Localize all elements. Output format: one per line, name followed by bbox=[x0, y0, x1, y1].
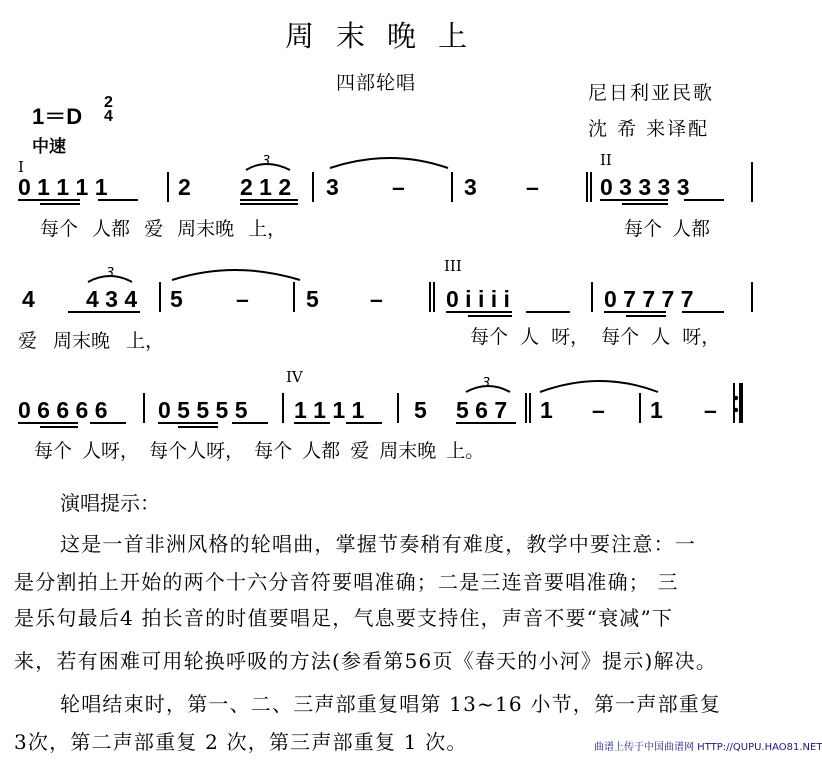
footer-watermark: 曲谱上传于中国曲谱网 HTTP://QUPU.HAO81.NET bbox=[594, 742, 822, 753]
subtitle: 四部轮唱 bbox=[336, 72, 417, 94]
voice-mark-3: III bbox=[444, 257, 462, 275]
note-group: – bbox=[592, 397, 605, 423]
note-group: 0 5 5 5 5 bbox=[158, 397, 248, 423]
credit-origin: 尼日利亚民歌 bbox=[588, 82, 715, 104]
tips-line: 是分割拍上开始的两个十六分音符要唱准确；二是三连音要唱准确； 三 bbox=[14, 570, 679, 594]
voice-mark-2: II bbox=[600, 151, 612, 169]
voice-mark-4: IV bbox=[286, 368, 303, 386]
note-group: 4 bbox=[22, 286, 35, 312]
note-group: 3 bbox=[464, 174, 477, 200]
lyric-line: 每个 人都 bbox=[624, 218, 711, 240]
triplet-mark-1: 3 bbox=[262, 154, 271, 169]
note-group: 2 bbox=[178, 174, 191, 200]
triplet-mark-3: 3 bbox=[482, 376, 491, 391]
triplet-mark-2: 3 bbox=[106, 266, 115, 281]
credit-translator: 沈 希 来译配 bbox=[588, 118, 710, 140]
note-group: 1 bbox=[650, 397, 663, 423]
voice-mark-1: I bbox=[18, 158, 24, 176]
note-group: 0 7 7 7 7 bbox=[604, 286, 694, 312]
time-denominator: 4 bbox=[104, 108, 113, 125]
lyric-line: 每个 人 呀， 每个 人 呀， bbox=[470, 326, 721, 348]
tips-line: 是乐句最后4 拍长音的时值要唱足，气息要支持住，声音不要“衰减”下 bbox=[14, 606, 674, 630]
note-group: 3 bbox=[326, 174, 339, 200]
note-group: 5 6 7 bbox=[456, 397, 508, 423]
lyric-line: 每个 人呀， 每个人呀， 每个 人都 爱 周末晚 上。 bbox=[34, 440, 485, 462]
note-group: – bbox=[392, 174, 405, 200]
note-group: – bbox=[526, 174, 539, 200]
time-numerator: 2 bbox=[104, 94, 113, 111]
note-group: 5 bbox=[170, 286, 183, 312]
tips-line: 轮唱结束时，第一、二、三声部重复唱第 13~16 小节，第一声部重复 bbox=[60, 692, 722, 716]
tips-heading: 演唱提示： bbox=[60, 491, 160, 515]
note-group: 0 6 6 6 6 bbox=[18, 397, 108, 423]
lyric-line: 每个 人都 爱 周末晚 上， bbox=[40, 218, 287, 240]
note-group: 1 bbox=[540, 397, 553, 423]
note-group: 1 1 1 1 bbox=[294, 397, 365, 423]
note-group: – bbox=[370, 286, 383, 312]
note-group: – bbox=[704, 397, 717, 423]
tips-line: 这是一首非洲风格的轮唱曲，掌握节奏稍有难度，教学中要注意：一 bbox=[60, 532, 696, 556]
tempo-marking: 中速 bbox=[32, 137, 66, 157]
note-group: 2 1 2 bbox=[240, 174, 292, 200]
note-group: 4 3 4 bbox=[86, 286, 138, 312]
note-group: 5 bbox=[306, 286, 319, 312]
note-group: – bbox=[236, 286, 249, 312]
note-group: 0 1 1 1 1 bbox=[18, 174, 108, 200]
key-signature: 1＝D bbox=[32, 104, 83, 129]
tips-line: 3次，第二声部重复 2 次，第三声部重复 1 次。 bbox=[14, 730, 468, 754]
song-title: 周末晚上 bbox=[284, 19, 489, 53]
lyric-line: 爱 周末晚 上， bbox=[18, 330, 165, 352]
note-group: 5 bbox=[414, 397, 427, 423]
note-group: 0 i i i i bbox=[446, 286, 510, 312]
note-group: 0 3 3 3 3 bbox=[600, 174, 690, 200]
tips-line: 来，若有困难可用轮换呼吸的方法(参看第56页《春天的小河》提示)解决。 bbox=[14, 649, 718, 673]
